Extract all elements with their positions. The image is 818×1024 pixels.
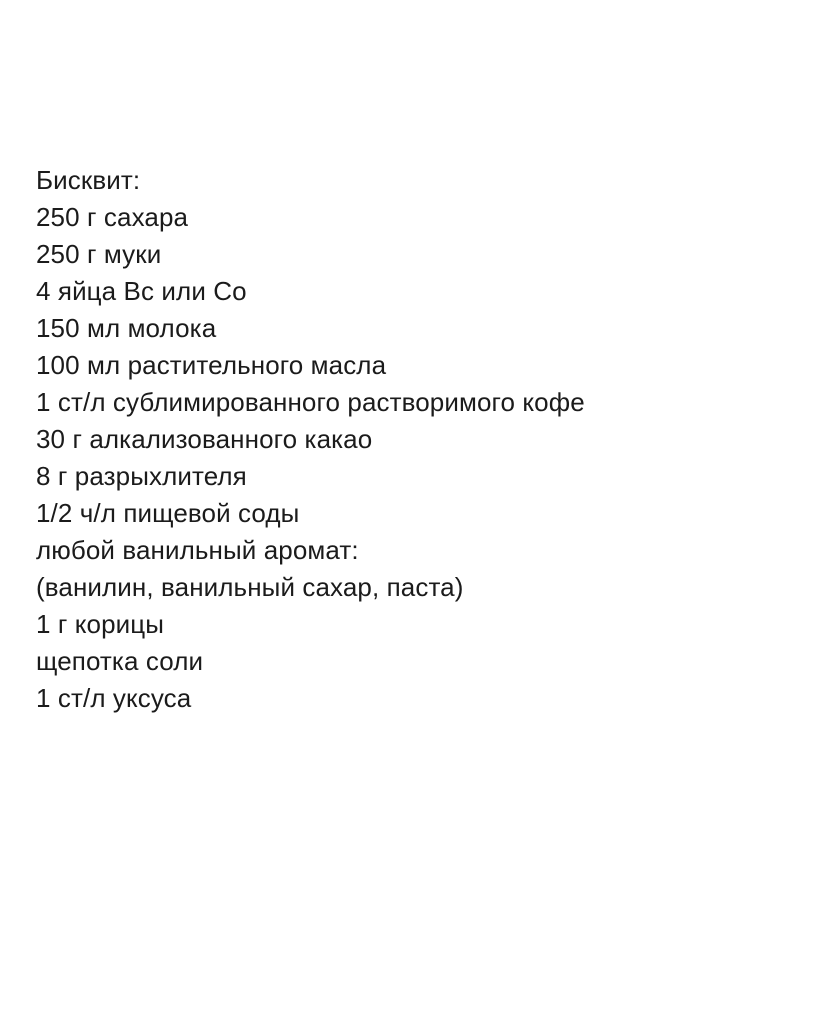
ingredient-line: 30 г алкализованного какао	[36, 424, 373, 454]
ingredient-line: щепотка соли	[36, 646, 204, 676]
ingredient-line: 1 ст/л уксуса	[36, 683, 192, 713]
ingredient-line: 1 г корицы	[36, 609, 165, 639]
ingredient-line: 150 мл молока	[36, 313, 217, 343]
ingredient-line: (ванилин, ванильный сахар, паста)	[36, 572, 464, 602]
recipe-title: Бисквит:	[36, 165, 141, 195]
recipe-text	[36, 162, 798, 717]
ingredient-line: 250 г сахара	[36, 202, 189, 232]
ingredient-line: 4 яйца Вс или Со	[36, 276, 247, 306]
ingredient-line: 100 мл растительного масла	[36, 350, 387, 380]
ingredient-line: любой ванильный аромат:	[36, 535, 359, 565]
ingredient-line: 1 ст/л сублимированного растворимого кофе	[36, 387, 585, 417]
ingredient-line: 8 г разрыхлителя	[36, 461, 247, 491]
ingredient-line: 1/2 ч/л пищевой соды	[36, 498, 300, 528]
ingredient-line: 250 г муки	[36, 239, 162, 269]
